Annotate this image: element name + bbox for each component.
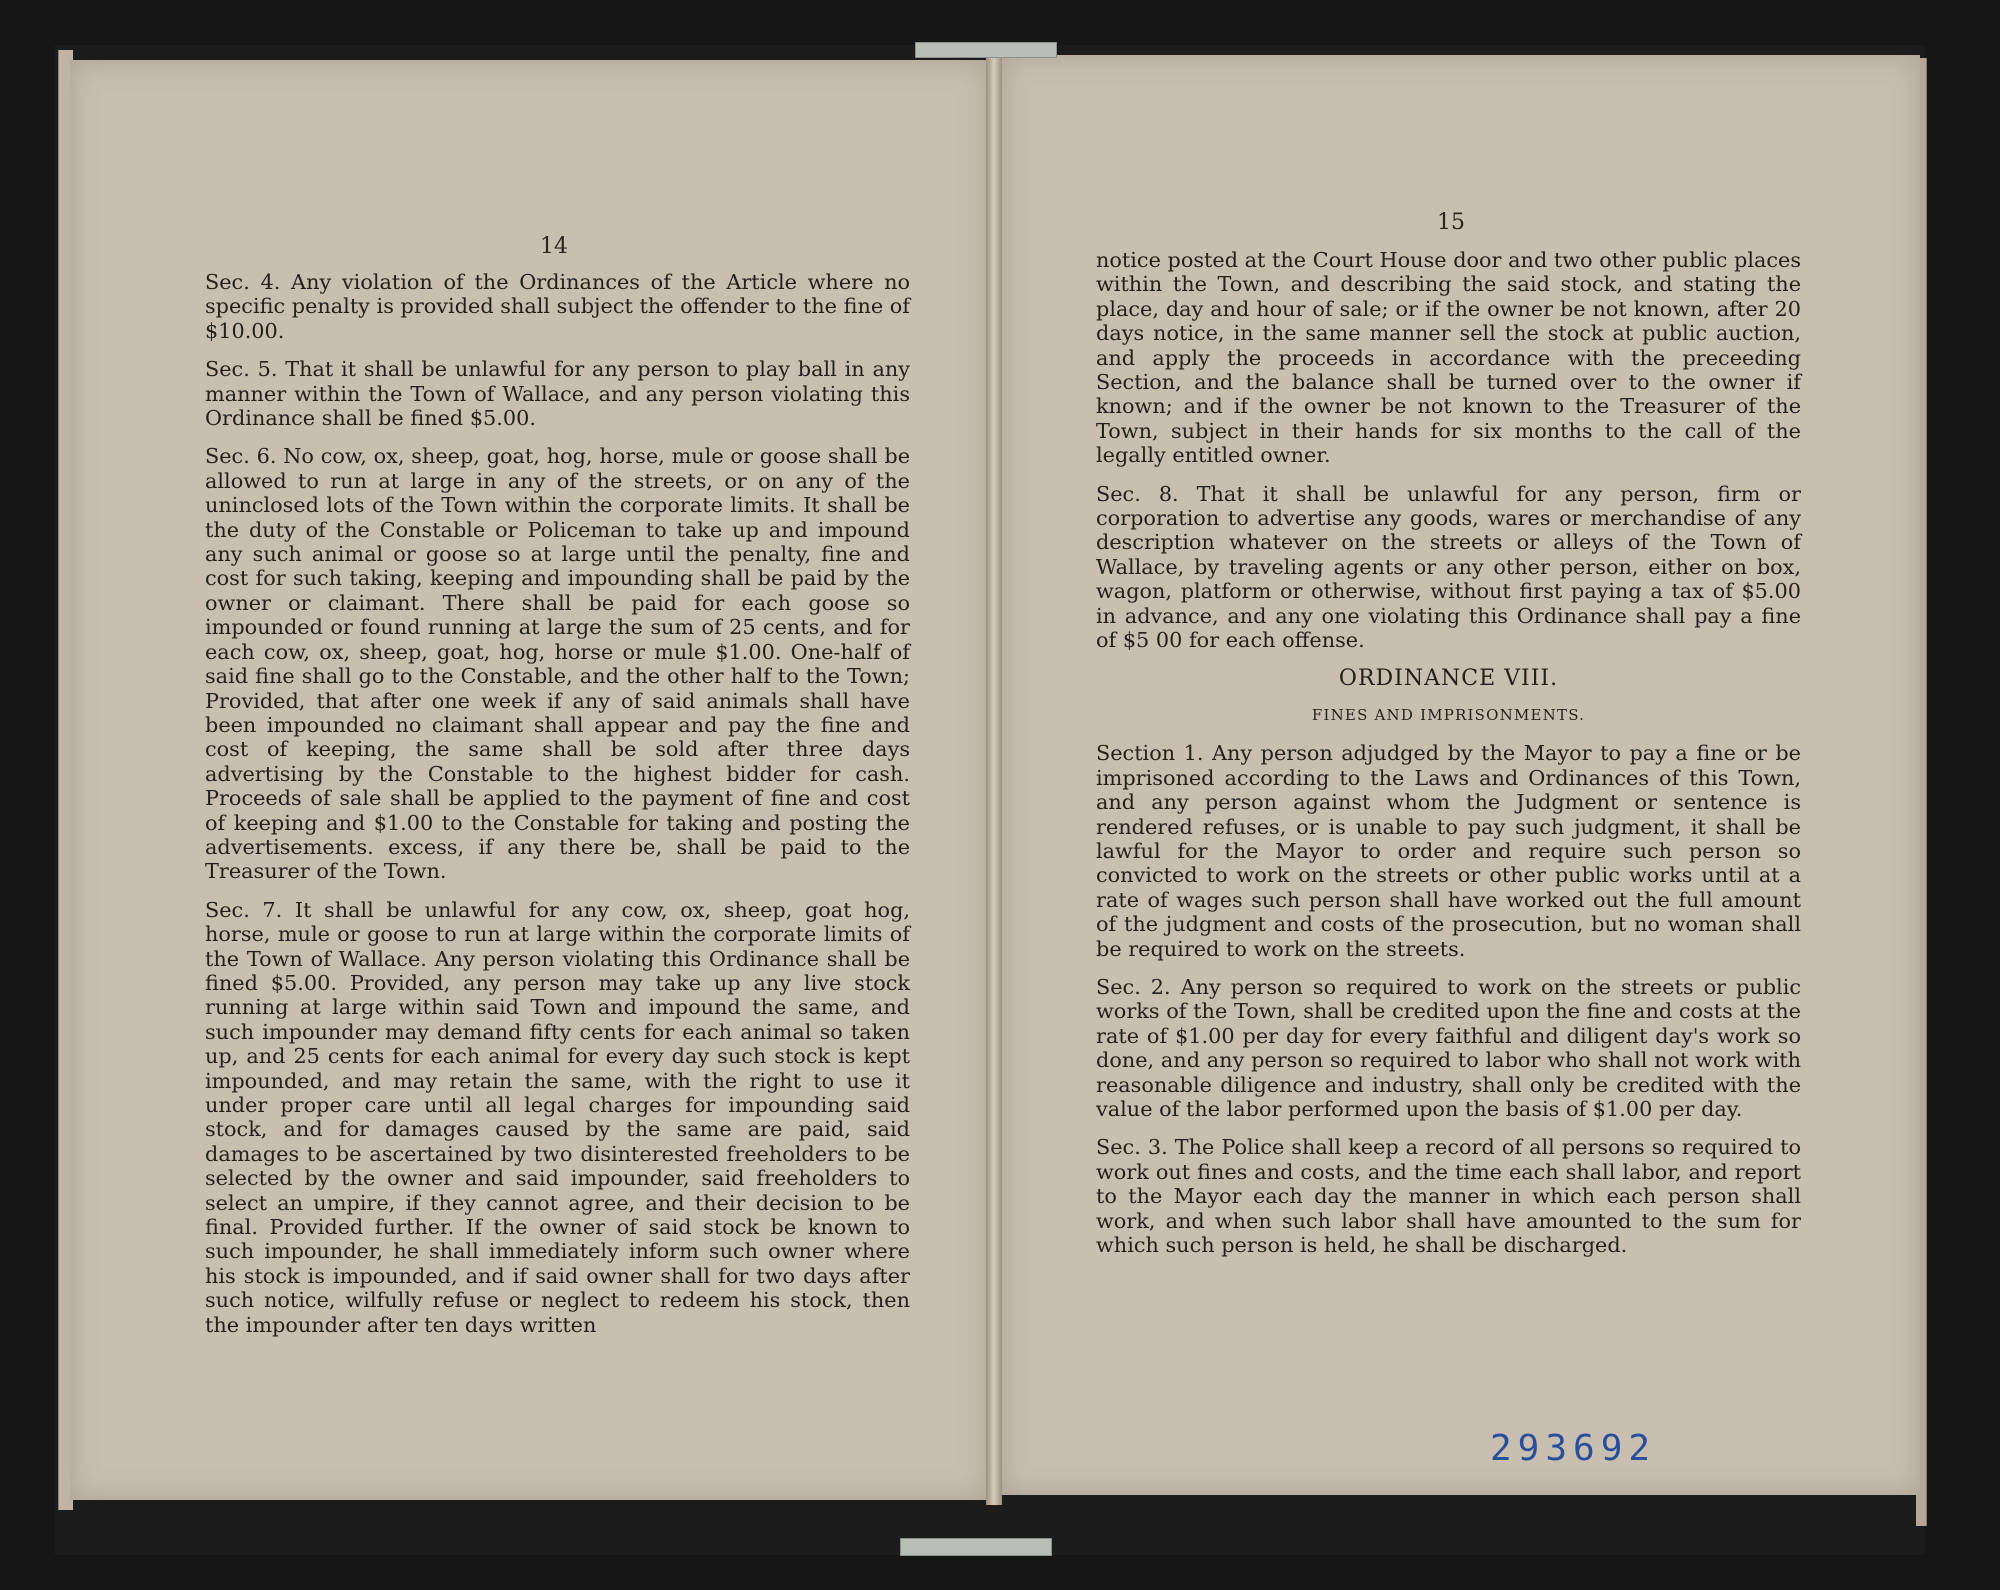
binding-tape-top bbox=[915, 42, 1057, 58]
section-6-paragraph: Sec. 6. No cow, ox, sheep, goat, hog, horse, mule or goose shall be allowed to run at large in any of the streets, or on any of the uninclosed lots of the Town within the corporate limits. It shall be the duty of the Constable or Policeman to take up and impound any such animal or goose so at large until the penalty, fine and cost for such taking, keeping and impounding shall be paid by the owner or claimant. There shall be paid for each goose so impounded or found running at large the sum of 25 cents, and for each cow, ox, sheep, goat, hog, horse or mule $1.00. One-half of said fine shall go to the Constable, and the other half to the Town; Provided, that after one week if any of said animals shall have been impounded no claimant shall appear and pay the fine and cost of keeping, the same shall be sold after three days advertising by the Constable to the highest bidder for cash. Proceeds of sale shall be applied to the payment of fine and cost of keeping and $1.00 to the Constable for taking and posting the advertisements. excess, if any there be, shall be paid to the Treasurer of the Town. bbox=[205, 444, 910, 884]
ordinance-section-3-paragraph: Sec. 3. The Police shall keep a record of all persons so required to work out fines and costs, and the time each shall labor, and report to the Mayor each day the manner in which each person shall work, and when such labor shall have amounted to the sum for which such person is held, he shall be discharged. bbox=[1096, 1135, 1801, 1258]
section-5-paragraph: Sec. 5. That it shall be unlawful for any person to play ball in any manner within the Town of Wallace, and any person violating this Ordinance shall be fined $5.00. bbox=[205, 357, 910, 431]
page-number-left: 14 bbox=[540, 234, 568, 259]
page-number-right: 15 bbox=[1437, 210, 1465, 235]
accession-stamp-number: 293692 bbox=[1490, 1428, 1657, 1469]
ordinance-subheading: FINES AND IMPRISONMENTS. bbox=[1311, 705, 1586, 724]
left-page-text bbox=[205, 270, 910, 1351]
ordinance-heading: ORDINANCE VIII. bbox=[1338, 665, 1559, 691]
book-gutter bbox=[986, 55, 1002, 1505]
continuation-paragraph: notice posted at the Court House door and two other public places within the Town, and describing the said stock, and stating the place, day and hour of sale; or if the owner be not known, after 20 days notice, in the same manner sell the stock at public auction, and apply the proceeds in accordance with the preceeding Section, and the balance shall be turned over to the owner if known; and if the owner be not known to the Treasurer of the Town, subject in their hands for six months to the call of the legally entitled owner. bbox=[1096, 248, 1801, 468]
section-8-paragraph: Sec. 8. That it shall be unlawful for any person, firm or corporation to advertise any goods, wares or merchandise of any description whatever on the streets or alleys of the Town of Wallace, by traveling agents or any other person, either on box, wagon, platform or otherwise, without first paying a tax of $5.00 in advance, and any one violating this Ordinance shall pay a fine of $5 00 for each offense. bbox=[1096, 481, 1801, 653]
right-page-text bbox=[1096, 248, 1801, 1271]
section-4-paragraph: Sec. 4. Any violation of the Ordinances of the Article where no specific penalty is provided shall subject the offender to the fine of $10.00. bbox=[205, 270, 910, 343]
section-7-paragraph: Sec. 7. It shall be unlawful for any cow, ox, sheep, goat hog, horse, mule or goose to run at large within the corporate limits of the Town of Wallace. Any person violating this Ordinance shall be fined $5.00. Provided, any person may take up any live stock running at large within said Town and impound the same, and such impounder may demand fifty cents for each animal so taken up, and 25 cents for each animal for every day such stock is kept impounded, and may retain the same, with the right to use it under proper care until all legal charges for impounding said stock, and for damages caused by the same are paid, said damages to be ascertained by two disinterested freeholders to be selected by the owner and said impounder, said freeholders to select an umpire, if they cannot agree, and their decision to be final. Provided further. If the owner of said stock be known to such impounder, he shall immediately inform such owner where his stock is impounded, and if said owner shall for two days after such notice, wilfully refuse or neglect to redeem his stock, then the impounder after ten days written bbox=[205, 897, 910, 1337]
ordinance-section-1-paragraph: Section 1. Any person adjudged by the Mayor to pay a fine or be imprisoned according to the Laws and Ordinances of this Town, and any person against whom the Judgment or sentence is rendered refuses, or is unable to pay such judgment, it shall be lawful for the Mayor to order and require such person so convicted to work on the streets or other public works until at a rate of wages such person shall have worked out the full amount of the judgment and costs of the prosecution, but no woman shall be required to work on the streets. bbox=[1096, 741, 1801, 961]
binding-tape-bottom bbox=[900, 1538, 1052, 1556]
ordinance-section-2-paragraph: Sec. 2. Any person so required to work on the streets or public works of the Town, shall be credited upon the fine and costs at the rate of $1.00 per day for every faithful and diligent day's work so done, and any person so required to labor who shall not work with reasonable diligence and industry, shall only be credited with the value of the labor performed upon the basis of $1.00 per day. bbox=[1096, 974, 1801, 1121]
